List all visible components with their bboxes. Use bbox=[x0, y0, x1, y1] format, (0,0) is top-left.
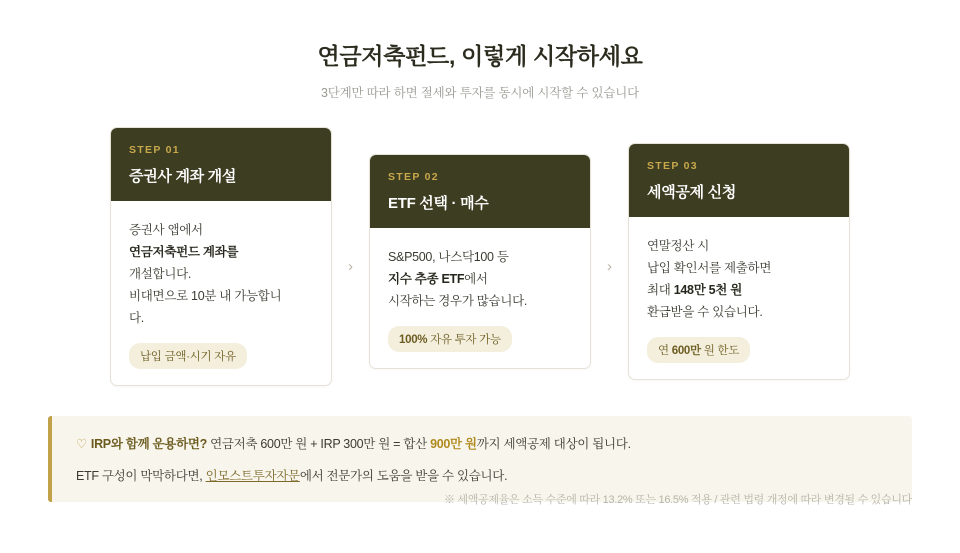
step-text-line bbox=[388, 246, 572, 268]
tip-text-a: 연금저축 600만 원 + IRP 300만 원 = 합산 bbox=[206, 437, 431, 451]
text-bold: 지수 추종 ETF bbox=[388, 272, 465, 286]
step-card-2-header bbox=[370, 155, 590, 228]
advisor-link[interactable]: 인모스트투자자문 bbox=[205, 469, 300, 483]
text-pre: 최대 bbox=[647, 283, 674, 297]
tip-line-1 bbox=[76, 434, 890, 452]
step-text-line bbox=[647, 257, 831, 279]
step-title: ETF 선택 · 매수 bbox=[388, 195, 489, 212]
badge-post: 자유 투자 가능 bbox=[427, 334, 501, 346]
badge-bold: 100% bbox=[399, 334, 428, 346]
tip-lead: IRP와 함께 운용하면? bbox=[90, 437, 207, 451]
step-text-line bbox=[388, 268, 572, 290]
text-bold: 148만 5천 원 bbox=[673, 283, 743, 297]
text-bold: 연금저축펀드 계좌를 bbox=[129, 245, 239, 259]
badge-pre: 납입 금액·시기 자유 bbox=[140, 351, 236, 363]
text-pre: 개설합니다. bbox=[129, 267, 192, 281]
text-pre: 비대면으로 10분 내 가능합니 bbox=[129, 289, 282, 303]
step-text-line bbox=[129, 219, 313, 241]
step-title: 증권사 계좌 개설 bbox=[129, 168, 237, 185]
badge-pre: 연 bbox=[658, 345, 672, 357]
page-title: 연금저축펀드, 이렇게 시작하세요 bbox=[317, 43, 643, 69]
step-card-3-body bbox=[629, 217, 849, 379]
page-header bbox=[0, 0, 960, 101]
tip-text-b: 까지 세액공제 대상이 됩니다. bbox=[476, 437, 631, 451]
footnote: ※ 세액공제율은 소득 수준에 따라 13.2% 또는 16.5% 적용 / 관련 법령 개정에 따라 변경될 수 있습니다 bbox=[443, 494, 912, 506]
text-pre: S&P500, 나스닥100 등 bbox=[388, 250, 509, 264]
lightbulb-icon: ♡ bbox=[76, 437, 87, 451]
text-pre: 연말정산 시 bbox=[647, 239, 710, 253]
steps-row bbox=[0, 127, 960, 386]
step-card-1 bbox=[110, 127, 332, 386]
step-text-line bbox=[129, 263, 313, 285]
step-card-2 bbox=[369, 154, 591, 369]
text-pre: 다. bbox=[129, 311, 144, 325]
step-title: 세액공제 신청 bbox=[647, 184, 737, 201]
step-text-line bbox=[647, 279, 831, 301]
badge-post: 원 한도 bbox=[700, 345, 740, 357]
step-label: STEP 03 bbox=[647, 160, 698, 172]
step-badge bbox=[388, 326, 512, 352]
text-pre: 증권사 앱에서 bbox=[129, 223, 203, 237]
step-card-2-body bbox=[370, 228, 590, 368]
step-text-line bbox=[129, 285, 313, 307]
text-pre: 시작하는 경우가 많습니다. bbox=[388, 294, 528, 308]
step-label: STEP 01 bbox=[129, 144, 180, 156]
step-card-3 bbox=[628, 143, 850, 380]
tip-amount: 900만 원 bbox=[430, 437, 477, 451]
step-text-line bbox=[647, 301, 831, 323]
step-label: STEP 02 bbox=[388, 171, 439, 183]
tip-line2-pre: ETF 구성이 막막하다면, bbox=[76, 469, 206, 483]
tip-line-2 bbox=[76, 466, 890, 484]
page-subtitle: 3단계만 따라 하면 절세와 투자를 동시에 시작할 수 있습니다 bbox=[321, 86, 639, 100]
chevron-right-icon: › bbox=[348, 258, 353, 275]
step-text-line bbox=[647, 235, 831, 257]
text-pre: 납입 확인서를 제출하면 bbox=[647, 261, 772, 275]
text-post: 에서 bbox=[464, 272, 488, 286]
badge-bold: 600만 bbox=[671, 345, 701, 357]
step-text-line bbox=[129, 307, 313, 329]
tip-callout bbox=[48, 416, 912, 502]
text-pre: 환급받을 수 있습니다. bbox=[647, 305, 763, 319]
step-text-line bbox=[388, 290, 572, 312]
step-card-1-body bbox=[111, 201, 331, 385]
step-card-3-header bbox=[629, 144, 849, 217]
step-text-line bbox=[129, 241, 313, 263]
tip-line2-post: 에서 전문가의 도움을 받을 수 있습니다. bbox=[299, 469, 508, 483]
chevron-right-icon: › bbox=[607, 258, 612, 275]
step-badge bbox=[129, 343, 247, 369]
step-badge bbox=[647, 337, 750, 363]
step-card-1-header bbox=[111, 128, 331, 201]
